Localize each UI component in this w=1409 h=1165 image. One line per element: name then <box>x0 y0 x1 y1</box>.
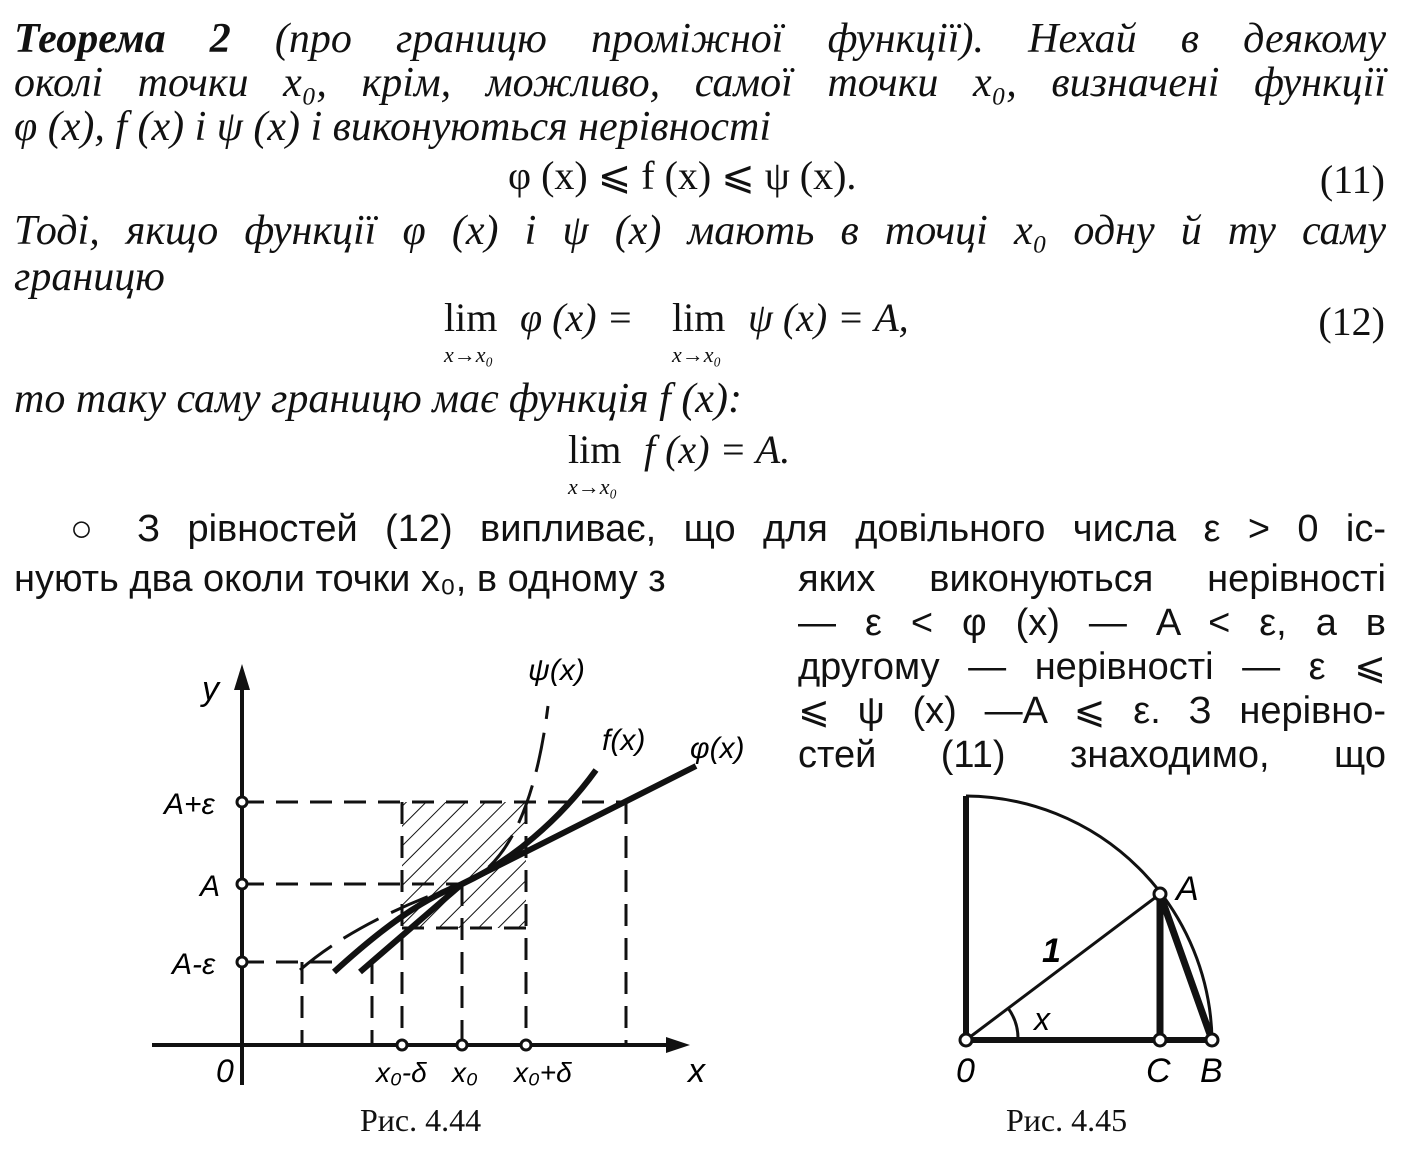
theorem-line-2: околі точки x₀, крім, можливо, самої точки x₀, визначені функції <box>14 60 1386 106</box>
proof-line-2b: яких виконуються нерівності <box>798 558 1386 600</box>
point-B-label: B <box>1200 1052 1223 1090</box>
y-tick-label-A: A <box>200 870 221 903</box>
y-axis-label: y <box>202 670 219 708</box>
equation-12-lim-1: lim <box>444 295 498 340</box>
equation-11: φ (x) ⩽ f (x) ⩽ ψ (x). <box>508 153 857 198</box>
equation-12-sub-2: x→x₀ <box>672 342 722 367</box>
figure-4-45-caption: Рис. 4.45 <box>1006 1102 1128 1138</box>
radius-label: 1 <box>1042 932 1061 970</box>
point-O <box>960 1034 972 1046</box>
angle-label: x <box>1034 1001 1050 1037</box>
proof-line-1: ○ З рівностей (12) випливає, що для довільного числа ε > 0 іс- <box>70 508 1386 550</box>
psi-curve-label: ψ(x) <box>528 654 585 687</box>
equation-12-sub-1: x→x₀ <box>444 342 494 367</box>
point-A <box>1154 888 1166 900</box>
point-C-label: C <box>1146 1052 1171 1090</box>
proof-line-6: стей (11) знаходимо, що <box>798 734 1386 776</box>
point-A-label: A <box>1176 870 1199 908</box>
equation-12-number: (12) <box>1318 299 1385 344</box>
y-tick-label-A-plus-eps: A+ε <box>164 788 215 821</box>
equation-13-lim: lim <box>568 427 622 472</box>
equation-13-body: f (x) = A. <box>644 427 791 472</box>
equation-12-lim-2: lim <box>672 295 726 340</box>
theorem-line-4: Тоді, якщо функції φ (x) і ψ (x) мають в точці x₀ одну й ту саму <box>14 208 1386 254</box>
theorem-line-3: φ (x), f (x) і ψ (x) і виконуються нерівності <box>14 104 772 150</box>
figure-4-44-caption: Рис. 4.44 <box>360 1102 482 1138</box>
x-tick-label-x0-minus-delta: x₀-δ <box>376 1057 427 1088</box>
proof-line-4: другому — нерівності — ε ⩽ <box>798 646 1386 688</box>
theorem-line-1-rest: (про границю проміжної функції). Нехай в деякому <box>274 16 1387 62</box>
point-C <box>1154 1034 1166 1046</box>
origin-label: 0 <box>216 1053 234 1089</box>
y-tick-label-A-minus-eps: A-ε <box>172 948 216 981</box>
phi-curve-label: φ(x) <box>690 732 745 765</box>
quarter-arc <box>966 796 1212 1040</box>
point-B <box>1206 1034 1218 1046</box>
point-O-label: 0 <box>956 1052 975 1090</box>
equation-13-sub: x→x₀ <box>568 474 618 499</box>
theorem-line-5: границю <box>14 254 165 300</box>
proof-line-2a: нують два околи точки x₀, в одному з <box>14 558 666 600</box>
theorem-line-6: то таку саму границю має функція f (x): <box>14 376 742 422</box>
proof-line-5: ⩽ ψ (x) —A ⩽ ε. З нерівно- <box>798 690 1386 732</box>
radius-OA <box>966 894 1160 1040</box>
equation-11-number: (11) <box>1319 157 1385 202</box>
equation-12-body-1: φ (x) = <box>520 295 634 340</box>
x-tick-label-x0: x₀ <box>452 1057 478 1088</box>
x-tick-label-x0-plus-delta: x₀+δ <box>514 1057 572 1088</box>
x-axis-label: x <box>688 1052 705 1090</box>
angle-arc <box>1008 1008 1018 1040</box>
proof-line-3: — ε < φ (x) — A < ε, а в <box>798 602 1386 644</box>
f-curve-label: f(x) <box>602 724 646 757</box>
equation-12-body-2: ψ (x) = A, <box>748 295 909 340</box>
theorem-title: Теорема 2 <box>14 16 231 62</box>
chord-AB <box>1160 894 1212 1040</box>
